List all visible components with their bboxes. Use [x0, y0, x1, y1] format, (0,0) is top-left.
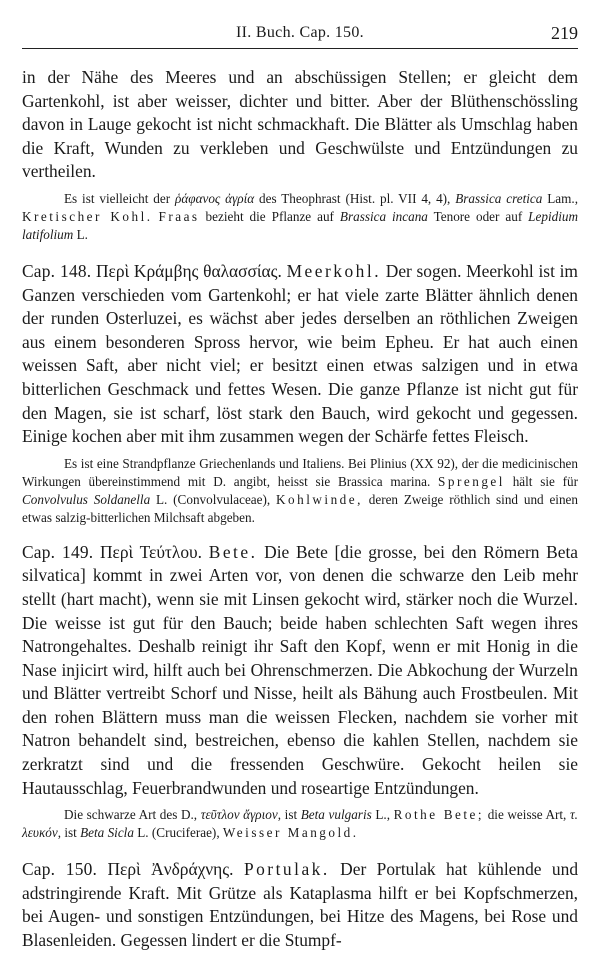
- paragraph-continuation: in der Nähe des Meeres und an abschüssigen Stellen; er gleicht dem Gartenkohl, ist aber weisser, dichter und bitter. Aber der Blüthenschössling davon in Lauge gekocht ist nicht schmackhaft. Die Blätter als Umschlag haben die Kraft, Wunden zu verkleben und Geschwülste und Entzündungen zu vertheilen.: [22, 67, 578, 182]
- plant-name: Bete.: [208, 541, 258, 562]
- greek-heading: Περὶ Κράμβης θαλασσίας.: [96, 260, 282, 281]
- footnote-cap148: Es ist eine Strandpflanze Griechenlands und Italiens. Bei Plinius (XX 92), der die medicinischen Wirkungen übereinstimmend mit D. angibt, heisst sie Brassica marina. Sprengel hält sie für Convolvulus Soldanella L. (Convolvulaceae), Kohlwinde, deren Zweige röthlich sind und einen etwas salzig-bitterlichen Milchsaft abgeben.: [22, 455, 579, 525]
- page-header: [22, 24, 578, 46]
- page-number: 219: [551, 23, 578, 43]
- chapter-150: Cap. 150. Περὶ Ἀνδράχνης. Portulak. Der Portulak hat kühlende und adstringirende Kraft. Mit Grütze als Kataplasma hilft er bei Kopfschmerzen, bei Augen- und sonstigen Entzündungen, bei Hitze des Magens, bei Rose und Blasenleiden. Gegessen lindert er die Stumpf-: [22, 859, 579, 951]
- running-title: II. Buch. Cap. 150.: [236, 24, 364, 41]
- chapter-number: Cap. 148.: [22, 260, 92, 281]
- plant-name: Portulak.: [243, 859, 330, 880]
- greek-heading: Περὶ Τεύτλου.: [100, 541, 203, 562]
- chapter-number: Cap. 149.: [22, 541, 94, 562]
- plant-name: Meerkohl.: [286, 260, 382, 281]
- page-body: [22, 66, 578, 953]
- footnote-cap147: Es ist vielleicht der ῥάφανος ἀγρία des Theophrast (Hist. pl. VII 4, 4), Brassica cretica Lam., Kretischer Kohl. Fraas bezieht die Pflanze auf Brassica incana Tenore oder auf Lepidium latifolium L.: [22, 190, 579, 242]
- header-rule: [22, 48, 578, 49]
- chapter-number: Cap. 150.: [22, 859, 98, 880]
- greek-heading: Περὶ Ἀνδράχνης.: [107, 859, 234, 880]
- footnote-cap149: Die schwarze Art des D., τεῦτλον ἄγριον, ist Beta vulgaris L., Rothe Bete; die weisse Art, τ. λευκόν, ist Beta Sicla L. (Cruciferae), Weisser Mangold.: [22, 807, 578, 841]
- chapter-149: Cap. 149. Περὶ Τεύτλου. Bete. Die Bete [die grosse, bei den Römern Beta silvatica] kommt in zwei Arten vor, von denen die schwarze den Leib mehr stellt (hart macht), wenn sie mit Linsen gekocht wird, stärker noch die Wurzel. Die weisse ist gut für den Bauch; beide haben schlechten Saft wegen ihres Natrongehaltes. Deshalb reinigt ihr Saft den Kopf, wenn er mit Honig in die Nase injicirt wird, hilft auch bei Ohrenschmerzen. Die Abkochung der Wurzeln und Blätter vertreibt Schorf und Nisse, heilt als Bähung auch Frostbeulen. Mit den rohen Blättern muss man die weissen Flecken, nachdem sie vorher mit Natron behandelt sind, bestreichen, ebenso die kahlen Stellen, nachdem sie zerkratzt sind und die fressenden Geschwüre. Gekocht heilen sie Hautausschlag, Feuerbrandwunden und roseartige Entzündungen.: [22, 541, 579, 798]
- chapter-148: Cap. 148. Περὶ Κράμβης θαλασσίας. Meerkohl. Der sogen. Meerkohl ist im Ganzen verschieden vom Gartenkohl; er hat viele zarte Blätter ähnlich denen der runden Osterluzei, es wächst aber jedes derselben an röthlichen Zweigen aus einem besonderen Spross hervor, wie beim Epheu. Er hat auch einen weissen Saft, aber nicht viel; er besitzt einen etwas salzigen und in etwa bitterlichen Geschmack und fettes Wesen. Die ganze Pflanze ist nicht gut für den Magen, sie ist scharf, löst stark den Bauch, wird gekocht und gegessen. Einige kochen aber mit ihm zusammen wegen der Schärfe fettes Fleisch.: [22, 260, 578, 447]
